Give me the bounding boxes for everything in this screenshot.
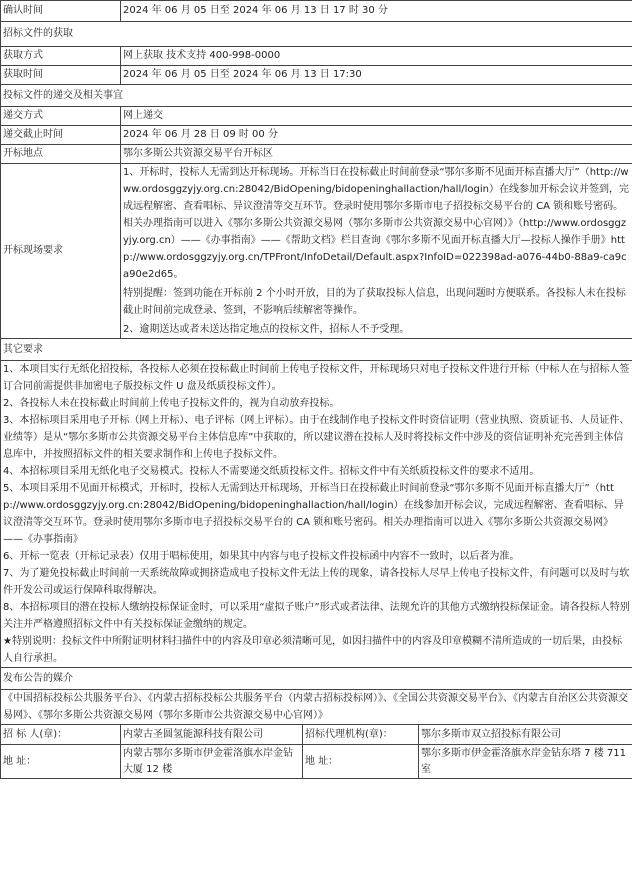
submit-deadline-value: 2024 年 06 月 28 日 09 时 00 分 <box>121 126 632 145</box>
confirm-time-value: 2024 年 06 月 05 日至 2024 年 06 月 13 日 17 时 30 分 <box>121 1 632 22</box>
tenderer-row <box>1 725 632 745</box>
section-media-title: 发布公告的媒介 <box>1 668 632 690</box>
other-paragraph: 7、为了避免投标截止时间前一天系统故障或拥挤造成电子投标文件无法上传的现象，请各投标人尽早上传电子投标文件，有问题可以及时与软件开发公司或运行保障科取得解决。 <box>3 568 630 596</box>
other-paragraph: 1、本项目实行无纸化招投标，各投标人必须在投标截止时间前上传电子投标文件，开标现场只对电子投标文件进行开标（中标人在与招标人签订合同前需提供非加密电子版投标文件 U 盘及纸质投标文件）。 <box>3 364 630 392</box>
onsite-paragraph-2: 特别提醒：签到功能在开标前 2 个小时开放，目的为了获取投标人信息，出现问题时方便联系。各投标人未在投标截止时间前完成登录、签到，不影响后续解密等操作。 <box>123 288 626 316</box>
obtain-method-row <box>1 47 632 66</box>
submit-deadline-row <box>1 126 632 145</box>
other-requirements-row <box>1 361 632 668</box>
onsite-requirements-label: 开标现场要求 <box>1 164 121 339</box>
other-paragraph: 4、本招标项目采用无纸化电子交易模式。投标人不需要递交纸质投标文件。招标文件中有关纸质投标文件的要求不适用。 <box>3 466 540 477</box>
tenderer-address: 内蒙古鄂尔多斯市伊金霍洛旗水岸金钻大厦 12 楼 <box>121 745 303 779</box>
submit-method-value: 网上递交 <box>121 107 632 126</box>
tenderer-address-label: 地 址： <box>1 745 121 779</box>
other-requirements-content <box>1 361 632 668</box>
opening-location-label: 开标地点 <box>1 145 121 164</box>
opening-location-value: 鄂尔多斯公共资源交易平台开标区 <box>121 145 632 164</box>
section-submit-title: 投标文件的递交及相关事宜 <box>1 85 632 107</box>
tenderer-name: 内蒙古圣圆氢能源科技有限公司 <box>121 725 303 745</box>
obtain-method-value: 网上获取 技术支持 400-998-0000 <box>121 47 632 66</box>
confirm-time-label: 确认时间 <box>1 1 121 22</box>
section-obtain-row <box>1 22 632 47</box>
submit-deadline-label: 递交截止时间 <box>1 126 121 145</box>
media-list-row <box>1 690 632 725</box>
onsite-requirements-content <box>121 164 632 339</box>
other-paragraph: 2、各投标人未在投标截止时间前上传电子投标文件的，视为自动放弃投标。 <box>3 398 340 409</box>
opening-location-row <box>1 145 632 164</box>
address-row <box>1 745 632 779</box>
obtain-time-row <box>1 66 632 85</box>
obtain-method-label: 获取方式 <box>1 47 121 66</box>
submit-method-row <box>1 107 632 126</box>
media-list-text: 《中国招标投标公共服务平台》、《内蒙古招标投标公共服务平台（内蒙古招标投标网）》、《全国公共资源交易平台》、《内蒙古自治区公共资源交易网》、《鄂尔多斯公共资源交易网（鄂尔多斯市公共资源交易中心官网）》 <box>1 690 632 725</box>
other-paragraph: 6、开标一览表（开标记录表）仅用于唱标使用，如果其中内容与电子投标文件投标函中内容不一致时，以后者为准。 <box>3 551 520 562</box>
section-submit-row <box>1 85 632 107</box>
other-paragraph: 3、本招标项目采用电子开标（网上开标）、电子评标（网上评标）。由于在线制作电子投标文件时资信证明（营业执照、资质证书、人员证件、业绩等）是从“鄂尔多斯市公共资源交易平台主体信息库”中获取的，所以建议潜在投标人及时将投标文件中涉及的资信证明补充完善到主体信息库中，并按照招标文件的相关要求制作和上传电子投标文件。 <box>3 415 630 460</box>
section-obtain-title: 招标文件的获取 <box>1 22 632 47</box>
onsite-paragraph-3: 2、逾期送达或者未送达指定地点的投标文件，招标人不予受理。 <box>123 324 410 335</box>
confirm-time-row <box>1 1 632 22</box>
other-paragraph: 5、本项目采用不见面开标模式，开标时，投标人无需到达开标现场，开标当日在投标截止时间前登录“鄂尔多斯不见面开标直播大厅”（http://www.ordosggzyjy.org.cn:28042/BidOpening/bidopeninghallaction/hall/login）在线参加开标会议，完成远程解密、查看唱标、异议澄清等交互环节。登录时使用鄂尔多斯市电子招投标交易平台的 CA 锁和账号密码。相关办理指南可以进入《鄂尔多斯公共资源交易网》——《办事指南》 <box>3 483 624 545</box>
other-paragraph: 8、本招标项目的潜在投标人缴纳投标保证金时，可以采用“虚拟子账户”形式或者法律、法规允许的其他方式缴纳投标保证金。请各投标人特别关注并严格遵照招标文件中有关投标保证金缴纳的规定。 <box>3 602 630 630</box>
section-other-row <box>1 339 632 361</box>
submit-method-label: 递交方式 <box>1 107 121 126</box>
section-other-title: 其它要求 <box>1 339 632 361</box>
agent-address: 鄂尔多斯市伊金霍洛旗水岸金钻东塔 7 楼 711 室 <box>419 745 632 779</box>
section-media-row <box>1 668 632 690</box>
special-note-paragraph: ★特别说明：投标文件中所附证明材料扫描件中的内容及印章必须清晰可见，如因扫描件中的内容及印章模糊不清所造成的一切后果，由投标人自行承担。 <box>3 636 622 664</box>
agent-label: 招标代理机构(章)： <box>303 725 419 745</box>
onsite-paragraph-1: 1、开标时，投标人无需到达开标现场。开标当日在投标截止时间前登录“鄂尔多斯不见面开标直播大厅”（http://www.ordosggzyjy.org.cn:28042/BidOpening/bidopeninghallaction/hall/login）在线参加开标会议并签到，完成远程解密、查看唱标、异议澄清等交互环节。登录时使用鄂尔多斯市电子招投标交易平台的 CA 锁和账号密码。相关办理指南可以进入《鄂尔多斯公共资源交易网（鄂尔多斯市公共资源交易中心官网）》（http://www.ordosggzyjy.org.cn）——《办事指南》——《帮助文档》栏目查询《鄂尔多斯不见面开标直播大厅—投标人操作手册》http://www.ordosggzyjy.org.cn/TPFront/InfoDetail/Default.aspx?InfoID=022398ad-a076-44b0-88a9-ca9ca90e2d65。 <box>123 167 629 280</box>
onsite-requirements-row <box>1 164 632 339</box>
tenderer-label: 招 标 人(章)： <box>1 725 121 745</box>
obtain-time-label: 获取时间 <box>1 66 121 85</box>
agent-address-label: 地 址： <box>303 745 419 779</box>
obtain-time-value: 2024 年 06 月 05 日至 2024 年 06 月 13 日 17:30 <box>121 66 632 85</box>
agent-name: 鄂尔多斯市双立招投标有限公司 <box>419 725 632 745</box>
